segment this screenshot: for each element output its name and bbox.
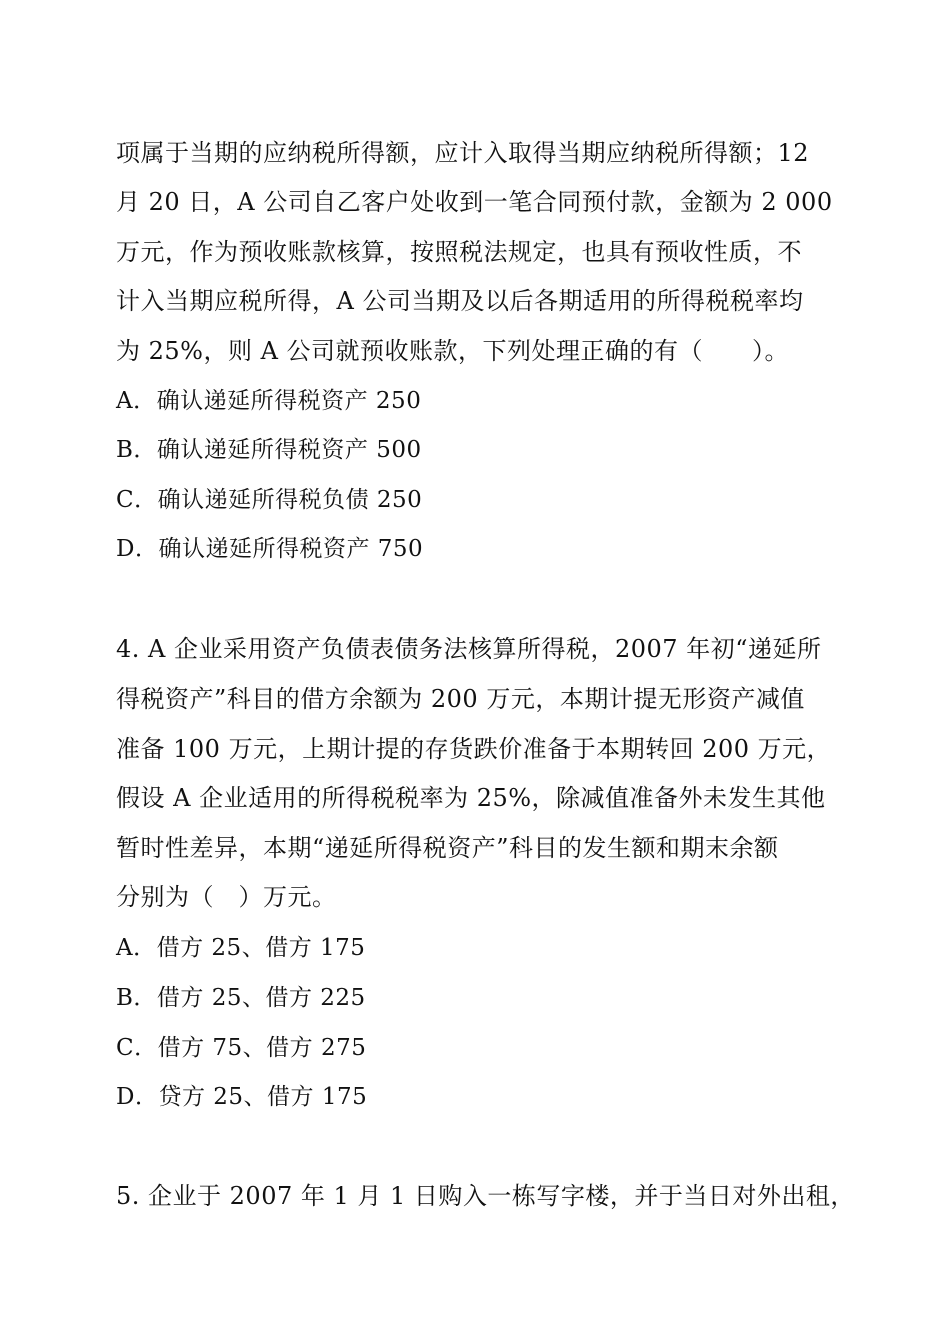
question-line: 准备 100 万元，上期计提的存货跌价准备于本期转回 200 万元，: [116, 735, 832, 763]
option-d: D．确认递延所得税资产 750: [116, 536, 424, 562]
question-line: 分别为（ ）万元。: [116, 883, 337, 911]
option-a: A．确认递延所得税资产 250: [116, 388, 422, 414]
option-c: C．确认递延所得税负债 250: [116, 487, 423, 513]
option-d: D．贷方 25、借方 175: [116, 1084, 368, 1110]
option-b: B．确认递延所得税资产 500: [116, 437, 422, 463]
question-line: 为 25%，则 A 公司就预收账款，下列处理正确的有（ ）。: [116, 337, 790, 365]
question-line: 得税资产”科目的借方余额为 200 万元，本期计提无形资产减值: [116, 685, 805, 713]
option-a: A．借方 25、借方 175: [116, 935, 366, 961]
question-line: 计入当期应税所得，A 公司当期及以后各期适用的所得税税率均: [116, 287, 804, 315]
question-line: 4. A 企业采用资产负债表债务法核算所得税，2007 年初“递延所: [116, 635, 822, 663]
option-c: C．借方 75、借方 275: [116, 1035, 367, 1061]
question-line: 项属于当期的应纳税所得额，应计入取得当期应纳税所得额；12: [116, 139, 810, 167]
question-line: 万元，作为预收账款核算，按照税法规定，也具有预收性质，不: [116, 238, 802, 266]
question-line: 5. 企业于 2007 年 1 月 1 日购入一栋写字楼，并于当日对外出租，: [116, 1182, 855, 1210]
question-line: 假设 A 企业适用的所得税税率为 25%，除减值准备外未发生其他: [116, 784, 826, 812]
question-line: 暂时性差异，本期“递延所得税资产”科目的发生额和期末余额: [116, 834, 779, 862]
question-line: 月 20 日，A 公司自乙客户处收到一笔合同预付款，金额为 2 000: [116, 188, 833, 216]
option-b: B．借方 25、借方 225: [116, 985, 366, 1011]
